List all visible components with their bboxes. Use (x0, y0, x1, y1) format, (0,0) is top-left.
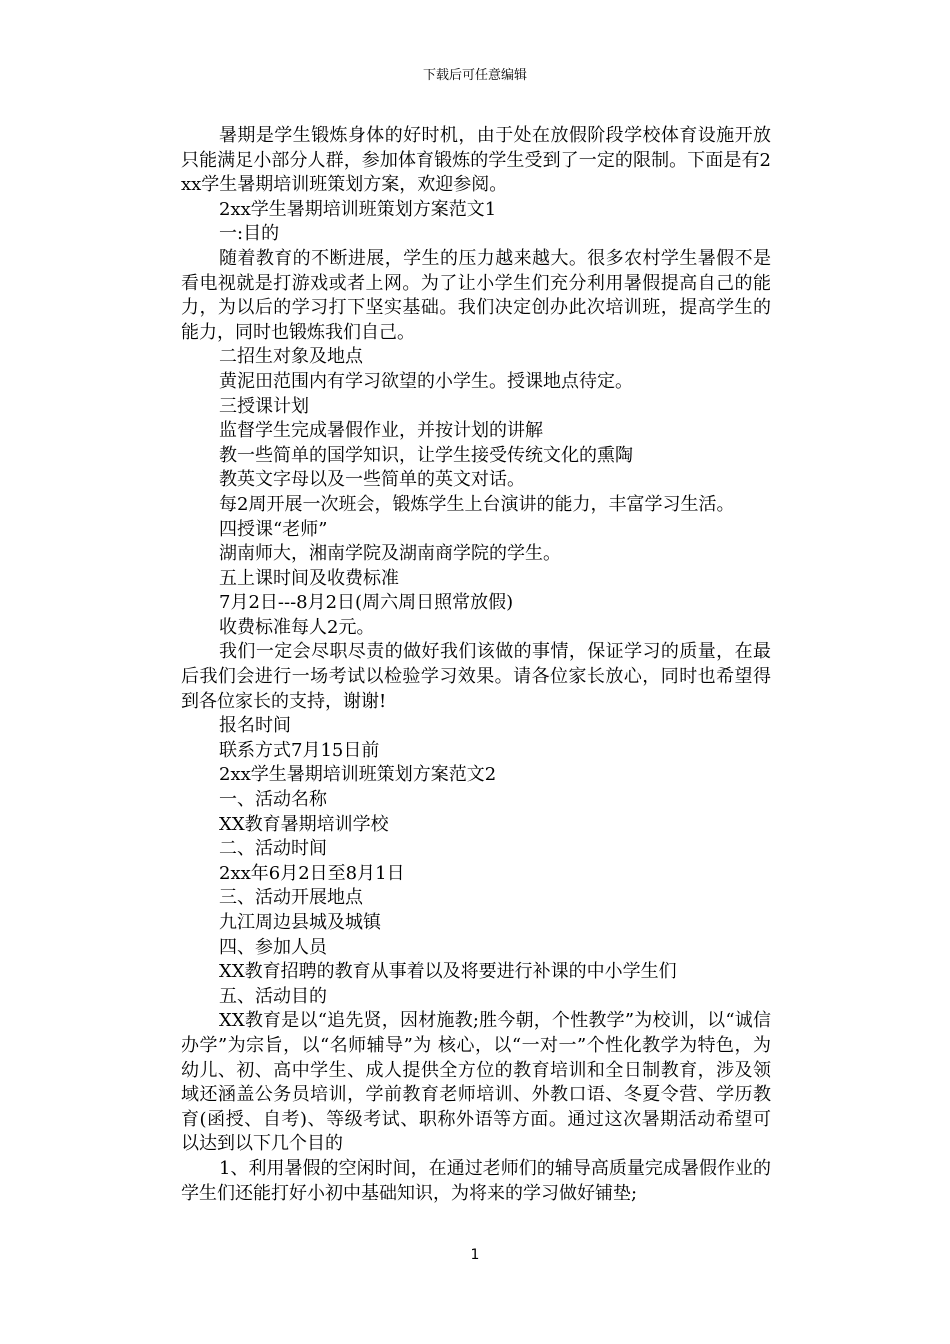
paragraph-enrollment: 黄泥田范围内有学习欲望的小学生。授课地点待定。 (219, 370, 633, 392)
paragraph-plan-homework: 监督学生完成暑假作业，并按计划的讲解 (219, 420, 543, 442)
document-body (181, 124, 771, 1206)
paragraph-plan-guoxue: 教一些简单的国学知识，让学生接受传统文化的熏陶 (219, 444, 633, 466)
paragraph-goal-1: 1、利用暑假的空闲时间，在通过老师们的辅导高质量完成暑假作业的学生们还能打好小初中基础知识，为将来的学习做好铺垫; (181, 1157, 771, 1204)
heading-enrollment: 二招生对象及地点 (219, 346, 363, 368)
paragraph-activity-time: 2xx年6月2日至8月1日 (219, 862, 405, 884)
page-number: 1 (470, 1247, 480, 1263)
paragraph-activity-name: XX教育暑期培训学校 (219, 813, 389, 835)
heading-time-fees: 五上课时间及收费标准 (219, 567, 399, 589)
paragraph-promise: 我们一定会尽职尽责的做好我们该做的事情，保证学习的质量，在最后我们会进行一场考试以检验学习效果。请各位家长放心，同时也希望得到各位家长的支持，谢谢! (181, 641, 771, 712)
paragraph-participants: XX教育招聘的教育从事着以及将要进行补课的中小学生们 (219, 961, 677, 983)
heading-teaching-plan: 三授课计划 (219, 395, 309, 417)
heading-activity-purpose: 五、活动目的 (219, 985, 327, 1007)
heading-purpose: 一:目的 (219, 223, 280, 245)
paragraph-intro: 暑期是学生锻炼身体的好时机，由于处在放假阶段学校体育设施开放只能满足小部分人群，参加体育锻炼的学生受到了一定的限制。下面是有2xx学生暑期培训班策划方案，欢迎参阅。 (181, 125, 771, 196)
paragraph-plan-meeting: 每2周开展一次班会，锻炼学生上台演讲的能力，丰富学习生活。 (219, 493, 735, 515)
paragraph-activity-purpose: XX教育是以“追先贤，因材施教;胜今朝，个性教学”为校训，以“诚信办学”为宗旨，以“名师辅导”为 核心，以“一对一”个性化教学为特色，为幼儿、初、高中学生、成人提供全方位的教育培训和全日制教育，涉及领域还涵盖公务员培训，学前教育老师培训、外教口语、冬夏令营、学历教育(函授、自考)、等级考试、职称外语等方面。通过这次暑期活动希望可以达到以下几个目的 (181, 1010, 772, 1155)
heading-plan-1: 2xx学生暑期培训班策划方案范文1 (219, 198, 497, 220)
heading-activity-time: 二、活动时间 (219, 838, 327, 860)
page-header-note: 下载后可任意编辑 (422, 68, 527, 83)
paragraph-teachers: 湖南师大，湘南学院及湖南商学院的学生。 (219, 543, 561, 565)
heading-teachers: 四授课“老师” (219, 518, 328, 540)
heading-activity-location: 三、活动开展地点 (219, 887, 363, 909)
heading-participants: 四、参加人员 (219, 936, 327, 958)
heading-activity-name: 一、活动名称 (219, 789, 327, 811)
paragraph-activity-location: 九江周边县城及城镇 (219, 912, 381, 933)
paragraph-dates: 7月2日---8月2日(周六周日照常放假) (219, 592, 514, 614)
heading-plan-2: 2xx学生暑期培训班策划方案范文2 (219, 764, 497, 786)
paragraph-purpose: 随着教育的不断进展，学生的压力越来越大。很多农村学生暑假不是看电视就是打游戏或者上网。为了让小学生们充分利用暑假提高自己的能力，为以后的学习打下坚实基础。我们决定创办此次培训班，提高学生的能力，同时也锻炼我们自己。 (181, 247, 771, 343)
paragraph-contact: 联系方式7月15日前 (219, 739, 380, 761)
paragraph-plan-english: 教英文字母以及一些简单的英文对话。 (219, 469, 525, 491)
paragraph-fee: 收费标准每人2元。 (219, 616, 375, 638)
heading-registration: 报名时间 (219, 715, 291, 737)
